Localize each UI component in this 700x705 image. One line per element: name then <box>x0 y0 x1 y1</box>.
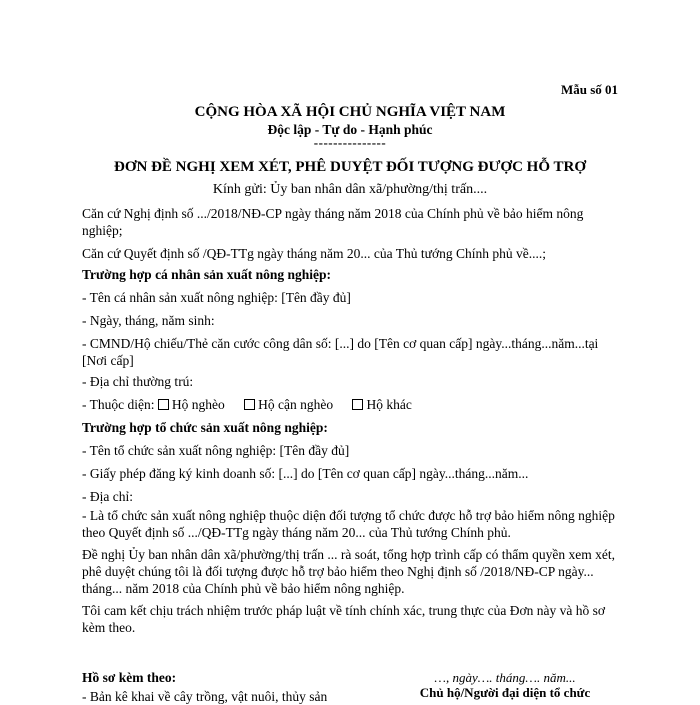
form-code: Mẫu số 01 <box>560 82 618 97</box>
individual-heading: Trường hợp cá nhân sản xuất nông nghiệp: <box>82 267 332 282</box>
category-label: - Thuộc diện: <box>82 397 155 412</box>
option-other: Hộ khác <box>366 397 412 412</box>
checkbox-other[interactable] <box>352 399 363 410</box>
organization-name: - Tên tổ chức sản xuất nông nghiệp: [Tên đầy đủ] <box>82 443 350 458</box>
signature-role: Chủ hộ/Người đại diện tổ chức <box>419 685 591 700</box>
basis-decision: Căn cứ Quyết định số /QĐ-TTg ngày tháng năm 20... của Thủ tướng Chính phủ về....; <box>82 246 546 261</box>
attachments-heading: Hồ sơ kèm theo: <box>82 670 177 685</box>
option-near-poor: Hộ cận nghèo <box>258 397 334 412</box>
basis-decree: Căn cứ Nghị định số .../2018/NĐ-CP ngày tháng năm 2018 của Chính phủ về bảo hiểm nông nghiệp; <box>82 206 584 238</box>
individual-address: - Địa chỉ thường trú: <box>82 374 194 389</box>
organization-license: - Giấy phép đăng ký kinh doanh số: [...] do [Tên cơ quan cấp] ngày...tháng...năm... <box>82 466 529 481</box>
individual-id: - CMND/Hộ chiếu/Thẻ căn cước công dân số: [...] do [Tên cơ quan cấp] ngày...tháng...năm...tại [Nơi cấp] <box>82 336 599 368</box>
national-title: CỘNG HÒA XÃ HỘI CHỦ NGHĨA VIỆT NAM <box>194 104 506 120</box>
checkbox-near-poor[interactable] <box>244 399 255 410</box>
individual-name: - Tên cá nhân sản xuất nông nghiệp: [Tên đầy đủ] <box>82 290 351 305</box>
individual-dob: - Ngày, tháng, năm sinh: <box>82 313 215 328</box>
document-title: ĐƠN ĐỀ NGHỊ XEM XÉT, PHÊ DUYỆT ĐỐI TƯỢNG ĐƯỢC HỖ TRỢ <box>114 159 586 175</box>
organization-eligibility: - Là tổ chức sản xuất nông nghiệp thuộc diện đối tượng tổ chức được hỗ trợ bảo hiểm nông nghiệp theo Quyết định số .../QĐ-TTg ngày tháng năm 20... của Thủ tướng Chính phủ. <box>82 508 615 540</box>
header-divider: --------------- <box>313 135 387 150</box>
recipient-line: Kính gửi: Ủy ban nhân dân xã/phường/thị trấn.... <box>212 182 488 197</box>
attachments-item: - Bản kê khai về cây trồng, vật nuôi, thủy sản <box>82 689 328 704</box>
organization-heading: Trường hợp tổ chức sản xuất nông nghiệp: <box>82 420 328 435</box>
organization-address: - Địa chỉ: <box>82 489 133 504</box>
national-motto: Độc lập - Tự do - Hạnh phúc <box>267 122 433 137</box>
commitment-paragraph: Tôi cam kết chịu trách nhiệm trước pháp luật về tính chính xác, trung thực của Đơn này và hồ sơ kèm theo. <box>82 603 606 635</box>
checkbox-poor[interactable] <box>158 399 169 410</box>
request-paragraph: Đề nghị Ủy ban nhân dân xã/phường/thị trấn ... rà soát, tổng hợp trình cấp có thẩm quyền xem xét, phê duyệt chúng tôi là đối tượng được hỗ trợ bảo hiểm theo Nghị định số /2018/NĐ-CP ngày... tháng... năm 2018 của Chính phủ về bảo hiểm nông nghiệp. <box>82 547 615 596</box>
option-poor: Hộ nghèo <box>171 397 225 412</box>
signature-date: …, ngày…. tháng…. năm... <box>434 670 576 685</box>
category-row <box>82 396 622 413</box>
